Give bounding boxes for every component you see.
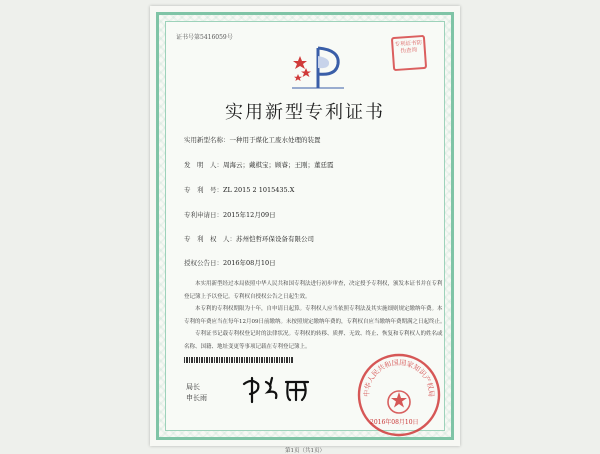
body-paragraph: 本专利的专利权期限为十年，自申请日起算。专利权人应当依照专利法及其实施细则规定缴纳年费。本专利的年费应当在每年12月09日前缴纳。未按照规定缴纳年费的，专利权自应当缴纳年费期满之日起终止。 xyxy=(184,306,446,325)
field-value: 2015年12月09日 xyxy=(223,211,276,219)
field-label: 专 利 号： xyxy=(184,186,223,194)
field-value: 一种用于煤化工废水处理的装置 xyxy=(229,136,321,144)
field-label: 授权公告日： xyxy=(184,259,223,267)
field-grant-date xyxy=(184,258,276,267)
director-name: 申长雨 xyxy=(186,394,207,402)
director-signature xyxy=(238,374,314,404)
patent-office-emblem-icon xyxy=(288,42,348,94)
director-title: 局长 xyxy=(186,383,200,391)
field-label: 实用新型名称： xyxy=(184,136,230,144)
field-value: ZL 2015 2 1015435.X xyxy=(223,186,295,194)
certificate-page xyxy=(150,6,460,454)
certificate-body-text xyxy=(184,278,446,353)
field-value: 2016年08月10日 xyxy=(223,259,276,267)
director-block xyxy=(186,382,207,404)
seal-date: 2016年08月10日 xyxy=(370,419,419,426)
body-paragraph: 专利证书记载专利权登记时的法律状况。专利权的转移、质押、无效、终止、恢复和专利权人的姓名或名称、国籍、地址变更等事项记载在专利登记簿上。 xyxy=(184,331,443,350)
certificate-body xyxy=(165,21,446,454)
page-footer: 第1页（共1页） xyxy=(285,448,325,454)
field-value: 苏州恺哲环保设备有限公司 xyxy=(236,235,314,243)
seal-text: 中华人民共和国国家知识产权局 xyxy=(362,358,436,398)
field-utility-model-name xyxy=(184,135,321,144)
field-value: 周海云；戴棋宝；顾睿；王刚；董廷霞 xyxy=(223,161,334,169)
field-patentee xyxy=(184,234,314,243)
certificate-number: 证书号第5416059号 xyxy=(176,34,233,41)
field-inventors xyxy=(184,160,334,169)
field-patent-number xyxy=(184,185,294,194)
decorative-border xyxy=(156,12,454,454)
body-paragraph: 本实用新型经过本局依照中华人民共和国专利法进行初步审查，决定授予专利权，颁发本证书并在专利登记簿上予以登记。专利权自授权公告之日起生效。 xyxy=(184,281,443,300)
anti-counterfeit-stamp: 专利证书防伪查询 xyxy=(391,35,427,71)
field-label: 专 利 权 人： xyxy=(184,235,236,243)
certificate-title: 实用新型专利证书 xyxy=(225,102,385,123)
field-label: 专利申请日： xyxy=(184,211,223,219)
field-label: 发 明 人： xyxy=(184,161,223,169)
field-application-date xyxy=(184,210,276,219)
barcode xyxy=(184,357,294,363)
